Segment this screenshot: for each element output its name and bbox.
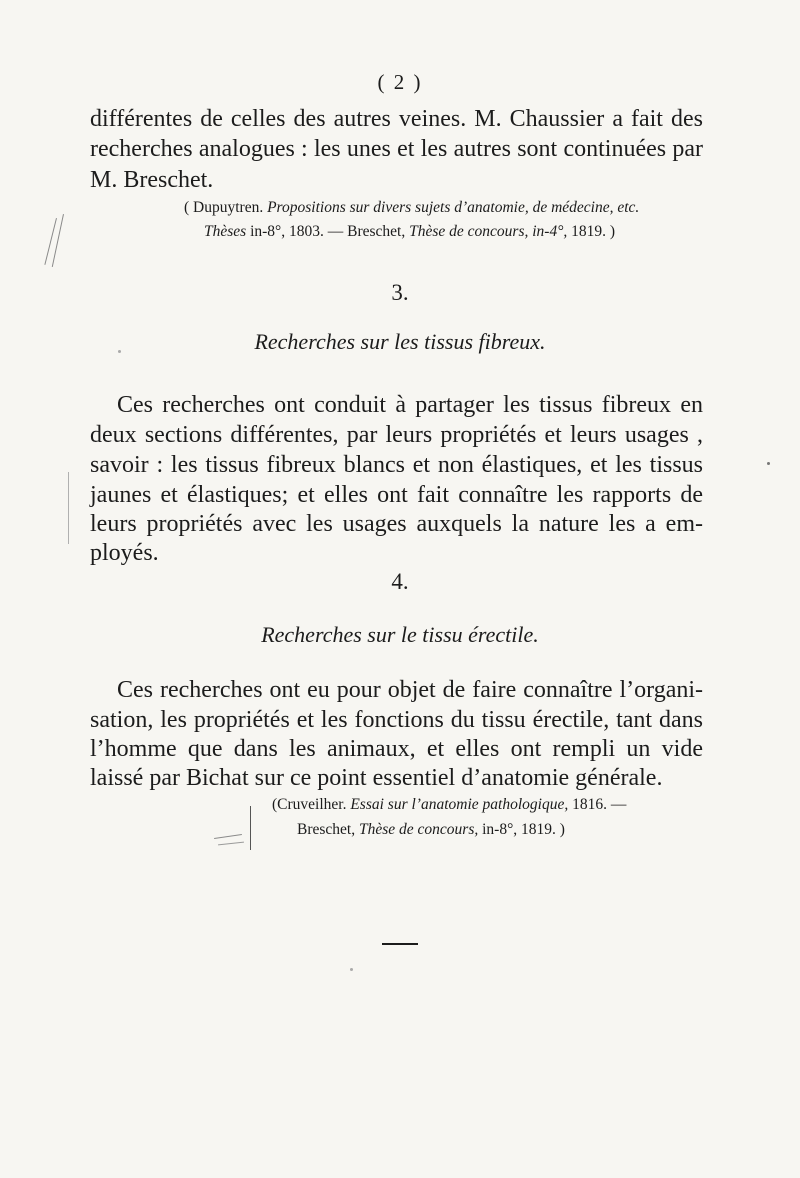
paragraph-line: sation, les propriétés et les fonctions du tissu érectile, tant dans	[90, 707, 703, 733]
citation-note	[184, 196, 639, 220]
paragraph-line: leurs propriétés avec les usages auxquels la nature les a em-	[90, 511, 703, 537]
paragraph-line: Ces recherches ont conduit à partager les tissus fibreux en	[117, 392, 703, 418]
paragraph-line: laissé par Bichat sur ce point essentiel d’anatomie générale.	[90, 765, 663, 791]
citation-text: (Cruveilher.	[272, 796, 351, 813]
paragraph-line: différentes de celles des autres veines. M. Chaussier a fait des	[90, 106, 703, 132]
speck	[350, 968, 353, 971]
pencil-mark	[52, 214, 64, 267]
citation-title: Essai sur l’anatomie pathologique,	[350, 796, 569, 813]
citation-text: 1819. )	[567, 223, 616, 240]
citation-note	[297, 818, 565, 842]
end-rule	[382, 943, 418, 945]
paragraph-line: ployés.	[90, 540, 159, 566]
pencil-mark	[250, 806, 251, 850]
citation-title: Thèses	[204, 223, 247, 240]
citation-text: in-8°, 1819. )	[478, 821, 565, 838]
citation-note	[272, 793, 626, 817]
section-heading: Recherches sur le tissu érectile.	[261, 622, 539, 647]
section-number: 4.	[391, 569, 409, 594]
paragraph-line: Ces recherches ont eu pour objet de faire connaître l’organi-	[117, 677, 703, 703]
paragraph-line: savoir : les tissus fibreux blancs et non élastiques, et les tissus	[90, 452, 703, 478]
citation-title: Thèse de concours, in-4°,	[409, 223, 568, 240]
citation-text: in-8°, 1803. — Breschet,	[246, 223, 410, 240]
pencil-mark	[44, 218, 57, 265]
pencil-mark	[218, 842, 244, 846]
page-number: ( 2 )	[377, 70, 423, 94]
citation-text: ( Dupuytren.	[184, 199, 268, 216]
paragraph-line: l’homme que dans les animaux, et elles ont rempli un vide	[90, 736, 703, 762]
paragraph-line: deux sections différentes, par leurs propriétés et leurs usages ,	[90, 422, 703, 448]
citation-title: Thèse de concours,	[358, 821, 479, 838]
citation-text: Breschet,	[297, 821, 359, 838]
paragraph-line: jaunes et élastiques; et elles ont fait connaître les rapports de	[90, 482, 703, 508]
pencil-mark	[68, 472, 69, 544]
citation-note	[204, 220, 615, 244]
section-number: 3.	[391, 280, 409, 305]
citation-text: 1816. —	[568, 796, 627, 813]
speck	[118, 350, 121, 353]
speck	[767, 462, 770, 465]
paragraph-line: M. Breschet.	[90, 167, 214, 193]
citation-title: Propositions sur divers sujets d’anatomie, de médecine, etc.	[267, 199, 640, 216]
paragraph-line: recherches analogues : les unes et les autres sont continuées par	[90, 136, 703, 162]
pencil-mark	[214, 834, 242, 839]
section-heading: Recherches sur les tissus fibreux.	[254, 329, 546, 354]
